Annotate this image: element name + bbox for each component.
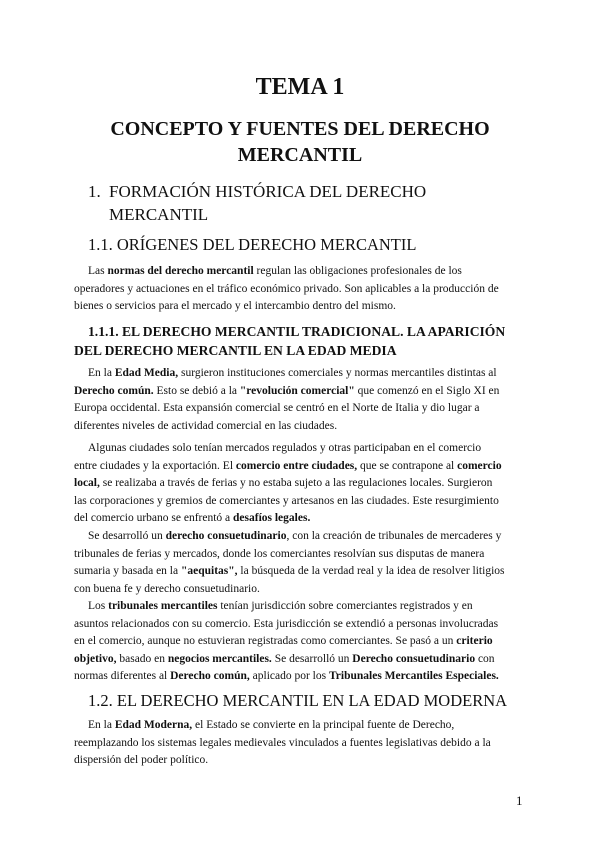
paragraph-line xyxy=(74,633,526,651)
bold-text: Derecho común. xyxy=(74,384,154,397)
paragraph-line xyxy=(74,458,526,476)
bold-text: Edad Moderna, xyxy=(114,719,193,731)
text-run: En la xyxy=(88,719,115,731)
paragraph xyxy=(74,365,526,435)
text-run: Europa occidental. Esta expansión comercial se centró en el Norte de Italia y dio lugar a xyxy=(74,402,480,414)
page-number: 1 xyxy=(516,793,523,808)
paragraph-line xyxy=(74,440,526,458)
text-run: basado en xyxy=(116,652,168,665)
bold-text: objetivo, xyxy=(74,652,117,665)
paragraph-line xyxy=(74,668,526,686)
bold-text: negocios mercantiles. xyxy=(167,652,272,665)
chapter-title-line: CONCEPTO Y FUENTES DEL DERECHO xyxy=(110,118,490,140)
paragraph-line xyxy=(74,281,526,299)
paragraph-line xyxy=(74,616,526,634)
subsection-heading-1-1: 1.1. ORÍGENES DEL DERECHO MERCANTIL xyxy=(88,235,417,254)
text-run: Las xyxy=(88,265,108,277)
chapter-number: TEMA 1 xyxy=(255,74,345,100)
bold-text: criterio xyxy=(456,635,493,647)
text-run: diferentes niveles de actividad comercial en las ciudades. xyxy=(74,419,338,432)
text-run: operadores y actuaciones en el tráfico económico privado. Son aplicables a la producción de xyxy=(74,282,499,295)
bold-text: Edad Media, xyxy=(114,367,179,379)
paragraph-line xyxy=(74,546,526,564)
chapter-title xyxy=(0,116,600,168)
text-run: con buena fe y derecho consuetudinario. xyxy=(74,582,260,595)
text-run: Esto se debió a la xyxy=(153,384,240,397)
section-title: FORMACIÓN HISTÓRICA DEL DERECHO MERCANTIL xyxy=(109,182,427,224)
text-run: el Estado se convierte en la principal fuente de Derecho, xyxy=(192,719,455,731)
text-run: Se desarrolló un xyxy=(271,652,353,665)
text-run: aplicado por los xyxy=(249,670,329,682)
bold-text: normas del derecho mercantil xyxy=(107,265,254,277)
text-run: En la xyxy=(88,367,115,379)
text-run: en el comercio, aunque no estuvieran registradas como comerciantes. Se pasó a un xyxy=(74,635,457,647)
paragraph-line xyxy=(74,383,526,401)
text-run: Algunas ciudades solo tenían mercados regulados y otras participaban en el comercio xyxy=(88,442,482,454)
paragraph-line xyxy=(74,717,526,735)
paragraph xyxy=(74,263,526,316)
bold-text: Derecho común, xyxy=(170,670,250,682)
bold-text: Tribunales Mercantiles Especiales. xyxy=(328,670,499,682)
chapter-title-line: MERCANTIL xyxy=(237,144,363,166)
paragraph-line xyxy=(74,735,526,753)
paragraph xyxy=(74,717,526,770)
text-run: del comercio urbano se enfrentó a xyxy=(74,512,234,524)
bold-text: local, xyxy=(74,477,100,489)
paragraph-line xyxy=(74,418,526,436)
paragraph-line xyxy=(74,298,526,316)
text-run: dispersión del poder político. xyxy=(74,754,209,766)
bold-text: derecho consuetudinario xyxy=(165,530,287,542)
text-run: normas diferentes al xyxy=(74,670,171,682)
text-run: sumaria y basada en la xyxy=(74,565,181,577)
bold-text: tribunales mercantiles xyxy=(108,600,218,612)
paragraph-line xyxy=(74,528,526,546)
text-run: Se desarrolló un xyxy=(88,530,166,542)
paragraph-line xyxy=(74,263,526,281)
paragraph-line xyxy=(74,510,526,528)
bold-text: comercio entre ciudades, xyxy=(235,459,358,472)
paragraph xyxy=(74,598,526,686)
paragraph xyxy=(74,440,526,528)
subsection-heading-1-2: 1.2. EL DERECHO MERCANTIL EN LA EDAD MODERNA xyxy=(88,691,508,710)
text-run: bienes o servicios para el mercado y el intercambio dentro del mismo. xyxy=(74,300,396,312)
text-run: con xyxy=(475,652,495,665)
text-run: surgieron instituciones comerciales y normas mercantiles distintas al xyxy=(178,367,497,379)
subsubsection-heading-1-1-1: 1.1.1. EL DERECHO MERCANTIL TRADICIONAL. LA APARICIÓN DEL DERECHO MERCANTIL EN LA EDAD MEDIA xyxy=(74,324,506,358)
text-run: reemplazando los sistemas legales medievales vinculados a fuentes legislativas debido a la xyxy=(74,736,491,749)
paragraph xyxy=(74,528,526,598)
bold-text: Derecho consuetudinario xyxy=(352,652,476,665)
text-run: Los xyxy=(88,600,109,612)
paragraph-line xyxy=(74,651,526,669)
section-heading-1 xyxy=(88,180,528,226)
text-run: asuntos relacionados con su comercio. Esta jurisdicción se extendió a personas involucradas xyxy=(74,617,499,630)
text-run: se realizaba a través de ferias y no estaba sujeto a las regulaciones locales. Surgieron xyxy=(99,477,493,489)
paragraph-line xyxy=(74,563,526,581)
text-run: que comenzó en el Siglo XI en xyxy=(354,384,500,397)
bold-text: desafíos legales. xyxy=(233,512,311,524)
paragraph-line xyxy=(74,365,526,383)
text-run: que se contrapone al xyxy=(357,459,458,472)
paragraph-line xyxy=(74,752,526,770)
text-run: las corporaciones y gremios de comerciantes y artesanos en las ciudades. Este resurgimiento xyxy=(74,494,499,507)
paragraph-line xyxy=(74,581,526,599)
section-number: 1. xyxy=(88,182,101,201)
text-run: entre ciudades y la exportación. El xyxy=(74,459,236,472)
text-run: regulan las obligaciones profesionales de los xyxy=(253,265,462,277)
bold-text: comercio xyxy=(457,459,502,472)
text-run: , con la creación de tribunales de mercaderes y xyxy=(286,530,502,542)
bold-text: "aequitas", xyxy=(180,565,238,577)
paragraph-line xyxy=(74,493,526,511)
text-run: tenían jurisdicción sobre comerciantes registrados y en xyxy=(217,600,473,612)
paragraph-line xyxy=(74,598,526,616)
paragraph-line xyxy=(74,400,526,418)
text-run: tribunales de ferias y mercados, donde los comerciantes resolvían sus disputas de manera xyxy=(74,547,485,560)
text-run: la búsqueda de la verdad real y la idea de resolver litigios xyxy=(237,565,505,577)
bold-text: "revolución comercial" xyxy=(239,384,355,397)
paragraph-line xyxy=(74,475,526,493)
